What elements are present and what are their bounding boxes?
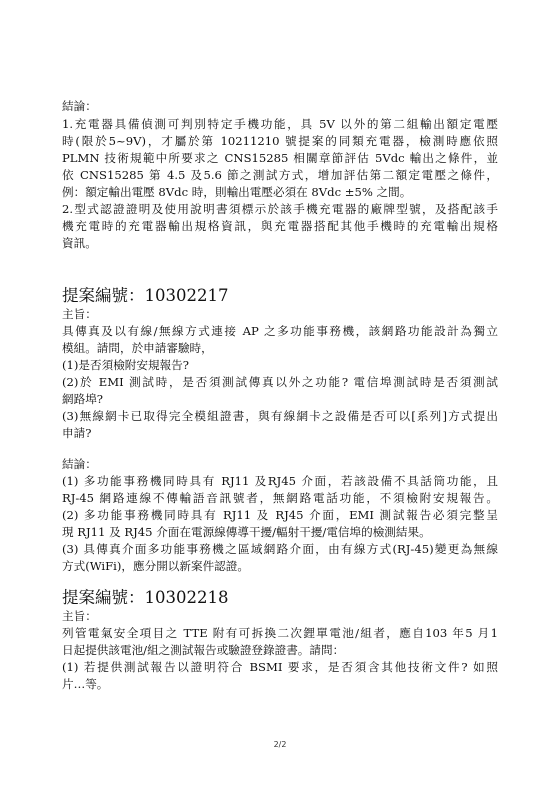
paragraph-line: 模組。請問，於申請審驗時， bbox=[62, 341, 213, 355]
paragraph-line: 依 CNS15285 第 4.5 及5.6 節之測試方式，增加評估第二額定電壓之條件， bbox=[62, 168, 498, 182]
paragraph-line: 列管電氣安全項目之 TTE 附有可拆換二次鋰單電池/組者，應自103 年5 月1 bbox=[62, 626, 498, 640]
paragraph-line: 片…等。 bbox=[62, 677, 109, 691]
paragraph-line: 時(限於5~9V)，才屬於第 10211210 號提案的同類充電器，檢測時應依照 bbox=[62, 134, 498, 148]
paragraph-line: 機充電時的充電器輸出規格資訊，與充電器搭配其他手機時的充電輸出規格 bbox=[62, 219, 498, 233]
paragraph-line: (3)無線網卡已取得完全模組證書，與有線網卡之設備是否可以[系列]方式提出 bbox=[62, 409, 498, 423]
paragraph-line: 申請? bbox=[62, 426, 92, 440]
paragraph-line: (1) 若提供測試報告以證明符合 BSMI 要求，是否須含其他技術文件? 如照 bbox=[62, 660, 498, 674]
proposal-heading: 提案編號：10302218 bbox=[62, 588, 229, 607]
paragraph-line: 現 RJ11 及 RJ45 介面在電源線傳導干擾/輻射干擾/電信埠的檢測結果。 bbox=[62, 525, 431, 539]
paragraph-line: 資訊。 bbox=[62, 236, 97, 250]
subject-label: 主旨： bbox=[62, 609, 97, 623]
paragraph-line: 2.型式認證證明及使用說明書須標示於該手機充電器的廠牌型號，及搭配該手 bbox=[62, 202, 498, 216]
paragraph-line: (1)是否須檢附安規報告? bbox=[62, 358, 189, 372]
paragraph-line: 方式(WiFi)，應分開以新案件認證。 bbox=[62, 559, 249, 573]
paragraph-line: RJ-45 網路連線不傳輸語音訊號者，無網路電話功能，不須檢附安規報告。 bbox=[62, 491, 498, 505]
conclusion-label: 結論： bbox=[62, 99, 97, 113]
paragraph-line: 日起提供該電池/組之測試報告或驗證登錄證書。請問： bbox=[62, 643, 345, 657]
paragraph-line: 網路埠? bbox=[62, 392, 103, 406]
paragraph-line: (2)於 EMI 測試時，是否須測試傳真以外之功能? 電信埠測試時是否須測試 bbox=[62, 375, 498, 389]
paragraph-line: (2) 多功能事務機同時具有 RJ11 及 RJ45 介面，EMI 測試報告必須完整呈 bbox=[62, 508, 498, 522]
page-number: 2/2 bbox=[273, 740, 287, 749]
paragraph-line: 例：額定輸出電壓 8Vdc 時，則輸出電壓必須在 8Vdc ±5% 之間。 bbox=[62, 185, 412, 199]
paragraph-line: 1.充電器具備偵測可判別特定手機功能，具 5V 以外的第二組輸出額定電壓 bbox=[62, 117, 498, 131]
paragraph-line: 具傳真及以有線/無線方式連接 AP 之多功能事務機，該網路功能設計為獨立 bbox=[62, 324, 498, 338]
paragraph-line: (3) 具傳真介面多功能事務機之區域網路介面，由有線方式(RJ-45)變更為無線 bbox=[62, 542, 498, 556]
proposal-heading: 提案編號：10302217 bbox=[62, 286, 229, 305]
paragraph-line: PLMN 技術規範中所要求之 CNS15285 相關章節評估 5Vdc 輸出之條件，並 bbox=[62, 151, 498, 165]
paragraph-line: (1) 多功能事務機同時具有 RJ11 及RJ45 介面，若該設備不具話筒功能，且 bbox=[62, 474, 498, 488]
conclusion-label: 結論： bbox=[62, 457, 97, 471]
subject-label: 主旨： bbox=[62, 307, 97, 321]
